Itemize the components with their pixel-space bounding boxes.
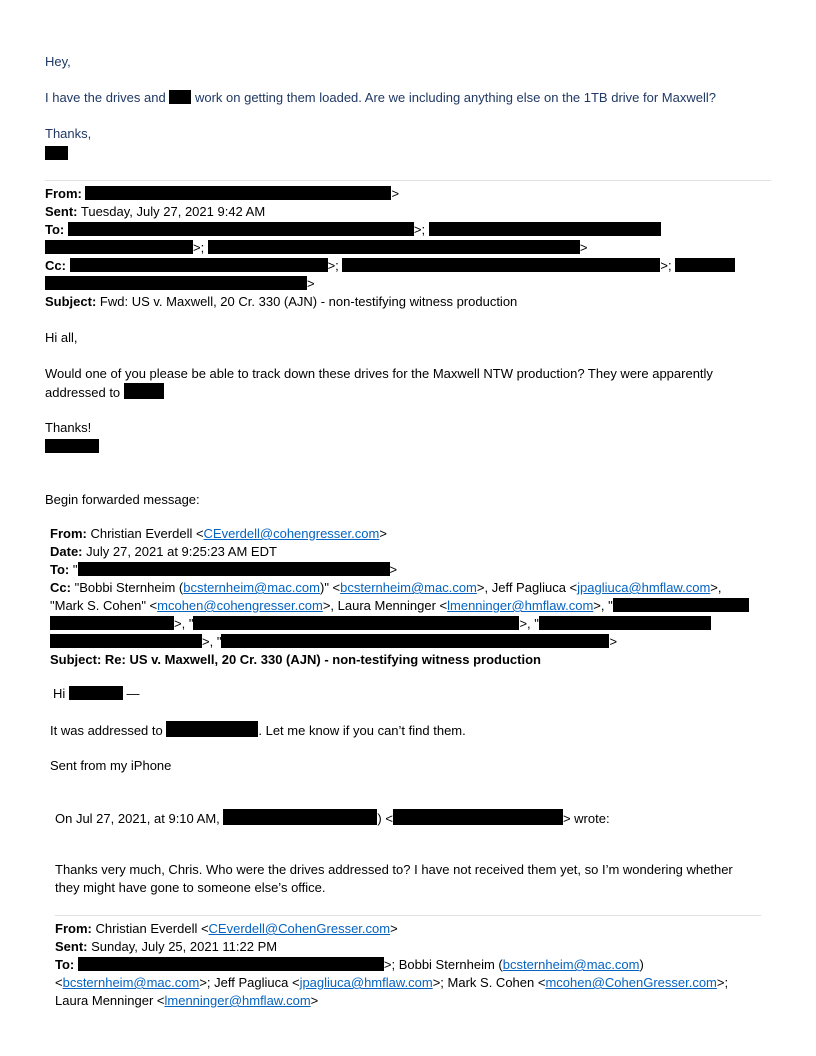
top-body-b: work on getting them loaded. Are we including anything else on the 1TB drive for Maxwell? — [194, 90, 716, 105]
msg2-body-1: Would one of you please be able to track down these drives for the Maxwell NTW production? They were apparently — [45, 366, 713, 381]
to-text: >; — [716, 975, 729, 990]
dash: — — [126, 686, 140, 701]
hdr2-cc-2 — [50, 597, 749, 615]
to-text: > — [310, 993, 319, 1008]
from-email-link[interactable]: CEverdell@cohengresser.com — [203, 526, 380, 541]
hdr1-from: From: > — [45, 186, 400, 201]
hdr2-cc — [50, 579, 722, 597]
hdr3-to-3 — [55, 992, 318, 1010]
on-b: ) < — [377, 811, 393, 826]
redaction — [45, 146, 68, 160]
greeting: Hey, — [45, 54, 71, 69]
redaction — [221, 634, 609, 648]
sent-label: Sent: — [55, 939, 88, 954]
cc-text: >, " — [593, 598, 613, 613]
addr-a: It was addressed to — [50, 723, 163, 738]
email-link[interactable]: mcohen@cohengresser.com — [157, 598, 323, 613]
signature-line — [45, 145, 68, 163]
to-text: ) — [639, 957, 644, 972]
cc-text: >, — [710, 580, 722, 595]
redaction — [675, 258, 735, 272]
redaction — [429, 222, 661, 236]
sent-value: Tuesday, July 27, 2021 9:42 AM — [80, 204, 266, 219]
to-label: To: — [45, 222, 65, 237]
top-body-a: I have the drives and — [45, 90, 166, 105]
from-label: From: — [45, 186, 82, 201]
email-link[interactable]: lmenninger@hmflaw.com — [447, 598, 594, 613]
redaction — [45, 240, 193, 254]
redaction — [50, 616, 174, 630]
redaction — [539, 616, 711, 630]
cc-text: >, Jeff Pagliuca < — [476, 580, 578, 595]
hdr1-cc: Cc: >; >; — [45, 257, 735, 275]
subject-value: Re: US v. Maxwell, 20 Cr. 330 (AJN) - non-testifying witness production — [104, 652, 541, 667]
email-link[interactable]: mcohen@CohenGresser.com — [545, 975, 717, 990]
cc-label: Cc: — [50, 580, 71, 595]
hdr2-from — [50, 525, 387, 543]
to-text: >; Bobbi Sternheim ( — [383, 957, 503, 972]
hdr2-cc-4: >, " > — [50, 633, 617, 651]
hdr2-subject — [50, 651, 541, 669]
date-label: Date: — [50, 544, 83, 559]
redaction — [85, 186, 391, 200]
subject-label: Subject: — [45, 294, 97, 309]
email-link[interactable]: bcsternheim@mac.com — [62, 975, 200, 990]
to-text: >; Jeff Pagliuca < — [199, 975, 300, 990]
hdr1-cc-cont: > — [45, 275, 315, 293]
divider — [45, 180, 771, 181]
forwarded-label: Begin forwarded message: — [45, 492, 200, 507]
email-link[interactable]: jpagliuca@hmflaw.com — [577, 580, 711, 595]
email-link[interactable]: lmenninger@hmflaw.com — [164, 993, 311, 1008]
hdr3-to — [55, 956, 644, 974]
redaction — [78, 562, 390, 576]
redaction — [68, 222, 414, 236]
cc-text: >, Laura Menninger < — [322, 598, 448, 613]
redaction — [223, 809, 377, 825]
redaction — [78, 957, 384, 971]
divider — [55, 915, 761, 916]
to-prefix: " — [72, 562, 78, 577]
from-tail: > — [379, 526, 387, 541]
cc-text: "Bobbi Sternheim ( — [74, 580, 184, 595]
hdr2-to: To: " > — [50, 562, 398, 577]
hdr1-sent — [45, 203, 265, 221]
subject-value: Fwd: US v. Maxwell, 20 Cr. 330 (AJN) - non-testifying witness production — [99, 294, 518, 309]
msg2-signature — [45, 438, 99, 456]
date-value: July 27, 2021 at 9:25:23 AM EDT — [86, 544, 277, 559]
subject-label: Subject: — [50, 652, 102, 667]
redaction — [45, 439, 99, 453]
to-text: >; Mark S. Cohen < — [432, 975, 546, 990]
quote-body-1: Thanks very much, Chris. Who were the drives addressed to? I have not received them yet, so I’m wondering whether — [55, 862, 733, 877]
cc-text: "Mark S. Cohen" < — [50, 598, 158, 613]
msg2-closing: Thanks! — [45, 420, 92, 435]
msg2-greeting: Hi all, — [45, 330, 78, 345]
on-c: > wrote: — [562, 811, 610, 826]
from-name: Christian Everdell < — [95, 921, 209, 936]
msg2-body-2-text: addressed to — [45, 385, 121, 400]
email-link[interactable]: jpagliuca@hmflaw.com — [299, 975, 433, 990]
redaction — [70, 258, 328, 272]
hi-text: Hi — [53, 686, 66, 701]
redaction — [50, 634, 202, 648]
hdr3-to-2 — [55, 974, 728, 992]
msg3-hi — [53, 685, 140, 703]
cc-text: )" < — [320, 580, 341, 595]
sent-value: Sunday, July 25, 2021 11:22 PM — [91, 939, 278, 954]
email-link[interactable]: bcsternheim@mac.com — [183, 580, 320, 595]
sent-label: Sent: — [45, 204, 78, 219]
hdr1-to-cont: >; > — [45, 239, 587, 257]
from-tail: > — [390, 921, 398, 936]
quote-body-2: they might have gone to someone else’s office. — [55, 880, 326, 895]
hdr2-date — [50, 543, 277, 561]
from-name: Christian Everdell < — [90, 526, 204, 541]
redaction — [342, 258, 660, 272]
hdr3-sent — [55, 938, 277, 956]
sent-from-iphone: Sent from my iPhone — [50, 758, 172, 773]
redaction — [124, 383, 164, 399]
hdr1-to: To: >; — [45, 221, 661, 239]
hdr1-subject — [45, 293, 517, 311]
from-label: From: — [50, 526, 87, 541]
email-link[interactable]: bcsternheim@mac.com — [340, 580, 477, 595]
msg3-addressed — [50, 721, 466, 740]
from-label: From: — [55, 921, 92, 936]
top-closing: Thanks, — [45, 126, 92, 141]
redaction — [45, 276, 307, 290]
top-body-line — [45, 89, 716, 107]
redaction — [393, 809, 563, 825]
quote-on-line — [55, 809, 610, 828]
on-a: On Jul 27, 2021, at 9:10 AM, — [55, 811, 220, 826]
to-label: To: — [50, 562, 70, 577]
msg2-body-2 — [45, 383, 164, 402]
email-link[interactable]: bcsternheim@mac.com — [502, 957, 640, 972]
redaction — [193, 616, 519, 630]
redaction — [166, 721, 258, 737]
redaction — [69, 686, 123, 700]
redaction — [169, 90, 191, 104]
redaction — [613, 598, 749, 612]
hdr2-cc-3: >, " >, " — [50, 615, 711, 633]
to-label: To: — [55, 957, 75, 972]
addr-b: . Let me know if you can’t find them. — [258, 723, 466, 738]
hdr3-from — [55, 920, 398, 938]
to-text: Laura Menninger < — [55, 993, 165, 1008]
from-email-link[interactable]: CEverdell@CohenGresser.com — [208, 921, 391, 936]
redaction — [208, 240, 580, 254]
cc-label: Cc: — [45, 258, 66, 273]
to-text: < — [55, 975, 63, 990]
